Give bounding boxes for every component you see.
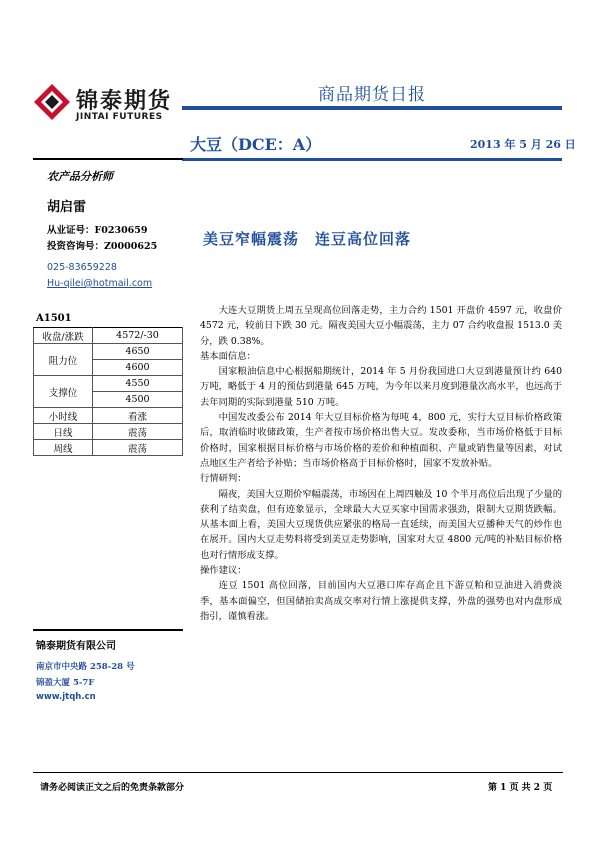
article-body	[200, 303, 562, 624]
footer-disclaimer: 请务必阅读正文之后的免责条款部分	[40, 783, 185, 793]
analyst-phone: 025-83659228	[47, 262, 117, 273]
table-value: 4550	[93, 376, 183, 392]
paragraph-policy: 中国发改委公布 2014 年大豆目标价格为每吨 4，800 元，实行大豆目标价格政策后，取消临时收储政策，生产者按市场价格出售大豆。发改委称，当市场价格低于目标价格时，国家根据目标价格与市场价格的差价和种植面积、产量或销售量等因素，对试点地区生产者给予补贴；当市场价格高于目标价格时，国家不发放补贴。	[200, 412, 562, 469]
product-name: 大豆（DCE：A）	[190, 135, 322, 154]
paragraph-imports: 国家粮油信息中心根据船期统计，2014 年 5 月份我国进口大豆到港量预计约 640 万吨，略低于 4 月的预估到港量 645 万吨，为今年以来月度到港量次高水平，也远高于去年同期的实际到港量 510 万吨。	[200, 366, 562, 408]
contract-code: A1501	[36, 313, 72, 324]
table-row	[34, 344, 183, 360]
analyst-consult-number: 投资咨询号：Z0000625	[47, 241, 158, 252]
company-logo-icon	[34, 84, 70, 120]
paragraph-analysis: 隔夜，美国大豆期价窄幅震荡，市场因在上周四触及 10 个半月高位后出现了少量的获利了结卖盘，但有迹象显示，全球最大大豆买家中国需求强劲，限制大豆期货跌幅。从基本面上看，美国大豆现货供应紧张的格局一直延续，而美国大豆播种天气的炒作也在展开。国内大豆走势料将受到美豆走势影响，国家对大豆 4800 元/吨的补贴目标价格也对行情形成支撑。	[200, 488, 562, 561]
analyst-name: 胡启雷	[47, 200, 87, 215]
company-address: 南京市中央路 258-28 号	[36, 662, 135, 672]
table-label: 支撑位	[34, 376, 93, 408]
paragraph-market-summary: 大连大豆期货上周五呈现高位回落走势，主力合约 1501 开盘价 4597 元，收盘价 4572 元，较前日下跌 30 元。隔夜美国大豆小幅震荡，主力 07 合约收盘报 1513.0 美分，跌 0.38%。	[200, 305, 562, 347]
analyst-department: 农产品分析师	[47, 170, 113, 183]
table-value: 4572/-30	[93, 328, 183, 344]
article-headline: 美豆窄幅震荡 连豆高位回落	[203, 230, 412, 248]
company-address-building: 锦盈大厦 5-7F	[36, 678, 95, 688]
page-number: 第 1 页 共 2 页	[488, 783, 553, 793]
company-divider	[33, 629, 183, 631]
report-date: 2013 年 5 月 26 日	[470, 138, 576, 151]
table-label: 日线	[34, 424, 93, 440]
table-label: 小时线	[34, 408, 93, 424]
company-logo-name-en: JINTAI FUTURES	[76, 112, 163, 122]
section-heading-advice: 操作建议：	[200, 565, 247, 577]
company-website-link[interactable]: www.jtqh.cn	[36, 692, 96, 702]
table-row	[34, 376, 183, 392]
analyst-cert-number: 从业证号：F0230659	[47, 225, 148, 236]
company-logo-name: 锦泰期货	[76, 89, 173, 114]
table-label: 周线	[34, 440, 93, 456]
contract-table	[33, 327, 183, 456]
table-label: 阻力位	[34, 344, 93, 376]
table-value: 震荡	[93, 440, 183, 456]
table-label: 收盘/涨跌	[34, 328, 93, 344]
table-row	[34, 424, 183, 440]
report-title: 商品期货日报	[318, 85, 426, 105]
sidebar-divider	[33, 158, 183, 160]
table-value: 4650	[93, 344, 183, 360]
analyst-email-link[interactable]: Hu-qilei@hotmail.com	[47, 278, 153, 289]
table-row	[34, 408, 183, 424]
company-name: 锦泰期货有限公司	[36, 641, 116, 652]
table-value: 震荡	[93, 424, 183, 440]
section-heading-analysis: 行情研判：	[200, 473, 247, 485]
table-row	[34, 328, 183, 344]
subheader-divider	[182, 158, 562, 161]
table-value: 看涨	[93, 408, 183, 424]
table-value: 4500	[93, 392, 183, 408]
header-divider	[182, 106, 562, 110]
table-value: 4600	[93, 360, 183, 376]
footer-divider	[33, 772, 563, 773]
paragraph-advice: 连豆 1501 高位回落，目前国内大豆港口库存高企且下游豆粕和豆油进入消费淡季，基本面偏空，但国储拍卖高成交率对行情上涨提供支撑，外盘的强势也对内盘形成指引，谨慎看涨。	[200, 580, 562, 622]
table-row	[34, 440, 183, 456]
section-heading-fundamentals: 基本面信息：	[200, 350, 256, 362]
